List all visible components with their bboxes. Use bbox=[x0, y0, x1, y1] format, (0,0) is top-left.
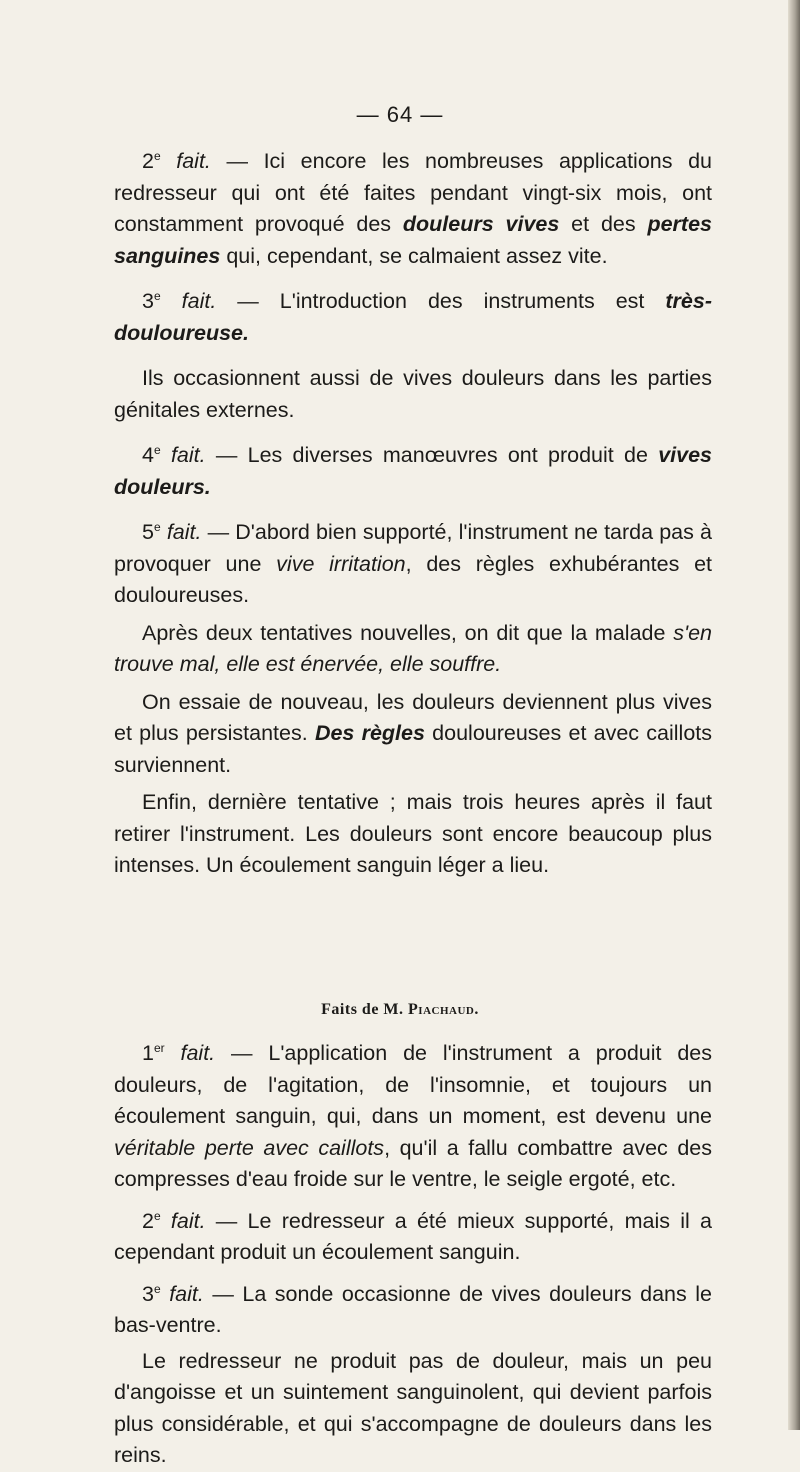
paragraph-text: Ils occasionnent aussi de vives douleurs dans les parties génitales externes. bbox=[114, 366, 712, 422]
paragraph-text: — Le redresseur a été mieux supporté, mais il a cependant produit un écoulement sanguin. bbox=[114, 1208, 712, 1264]
paragraph-fait-5 bbox=[114, 517, 712, 612]
emphasis-text: vive irritation bbox=[276, 551, 406, 576]
fait-number: 4 bbox=[142, 443, 154, 467]
emphasis-text: s'en trouve mal, elle est énervée, elle souffre. bbox=[114, 620, 712, 676]
paragraph-enfin bbox=[114, 787, 712, 882]
emphasis-text: Des règles bbox=[314, 721, 425, 745]
emphasis-text: vives douleurs. bbox=[114, 443, 712, 499]
emphasis-text: très-douloureuse. bbox=[114, 289, 712, 345]
heading-name: M. Piachaud. bbox=[383, 1001, 479, 1018]
paragraph-fait-4 bbox=[114, 440, 712, 503]
fait-label: fait. bbox=[180, 1041, 216, 1065]
text-block-upper bbox=[114, 146, 712, 882]
fait-label: fait. bbox=[181, 289, 217, 313]
section-heading bbox=[0, 1001, 800, 1019]
paragraph-genitales bbox=[114, 363, 712, 426]
paragraph-fait-3 bbox=[114, 286, 712, 349]
paragraph-tentatives bbox=[114, 618, 712, 681]
fait-ordinal: e bbox=[153, 520, 161, 534]
paragraph-text: et des bbox=[559, 212, 648, 236]
paragraph-text: — L'application de l'instrument a produit des douleurs, de l'agitation, de l'insomnie, et toujours un écoulement sanguin, qui, dans un moment, est devenu une bbox=[114, 1041, 712, 1128]
fait-number: 3 bbox=[142, 1281, 154, 1306]
fait-ordinal: er bbox=[153, 1041, 165, 1055]
fait-ordinal: e bbox=[153, 289, 161, 303]
fait-ordinal: e bbox=[153, 1208, 161, 1223]
paragraph-text: On essaie de nouveau, les douleurs deviennent plus vives et plus persistantes. bbox=[114, 689, 712, 745]
fait-label: fait. bbox=[170, 1208, 206, 1233]
paragraph-fait-3-piachaud bbox=[114, 1279, 712, 1342]
paragraph-text: douloureuses et avec caillots surviennent. bbox=[114, 721, 712, 777]
paragraph-text: — D'abord bien supporté, l'instrument ne tarda pas à provoquer une bbox=[114, 520, 712, 576]
paragraph-text: Après deux tentatives nouvelles, on dit que la malade bbox=[142, 620, 674, 645]
paragraph-text: , qu'il a fallu combattre avec des compresses d'eau froide sur le ventre, le seigle ergoté, etc. bbox=[114, 1135, 712, 1191]
fait-ordinal: e bbox=[153, 149, 161, 163]
paragraph-redresseur bbox=[114, 1346, 712, 1472]
text-block-lower bbox=[114, 1038, 712, 1472]
fait-label: fait. bbox=[169, 1281, 204, 1306]
fait-ordinal: e bbox=[153, 443, 161, 457]
paragraph-text: — Les diverses manœuvres ont produit de bbox=[205, 443, 659, 467]
fait-number: 2 bbox=[142, 1208, 154, 1233]
fait-number: 5 bbox=[142, 520, 154, 544]
fait-label: fait. bbox=[170, 443, 206, 467]
paragraph-text: Enfin, dernière tentative ; mais trois heures après il faut retirer l'instrument. Les douleurs sont encore beaucoup plus intenses. Un écoulement sanguin léger a lieu. bbox=[114, 790, 712, 877]
paragraph-text: , des règles exhubérantes et douloureuses. bbox=[114, 551, 712, 607]
paragraph-text: Le redresseur ne produit pas de douleur, mais un peu d'angoisse et un suintement sanguinolent, qui devient parfois plus considérable, et qui s'accompagne de douleurs dans les reins. bbox=[114, 1348, 712, 1467]
paragraph-fait-2 bbox=[114, 146, 712, 272]
paragraph-text: qui, cependant, se calmaient assez vite. bbox=[220, 243, 608, 268]
emphasis-text: pertes sanguines bbox=[114, 212, 712, 268]
fait-label: fait. bbox=[166, 520, 202, 544]
paragraph-text: — La sonde occasionne de vives douleurs dans le bas-ventre. bbox=[114, 1281, 712, 1337]
paragraph-text: — Ici encore les nombreuses applications du redresseur qui ont été faites pendant vingt-six mois, ont constamment provoqué des bbox=[114, 149, 712, 236]
page-number: — 64 — bbox=[356, 102, 444, 127]
emphasis-text: véritable perte avec caillots bbox=[114, 1135, 385, 1160]
fait-number: 2 bbox=[142, 149, 154, 173]
emphasis-text: douleurs vives bbox=[402, 212, 560, 236]
page-edge-shadow bbox=[788, 0, 800, 1430]
fait-label: fait. bbox=[176, 149, 211, 173]
paragraph-essaie bbox=[114, 687, 712, 782]
paragraph-text: — L'introduction des instruments est bbox=[216, 289, 666, 313]
fait-number: 3 bbox=[142, 289, 154, 313]
fait-ordinal: e bbox=[153, 1281, 161, 1296]
fait-number: 1 bbox=[142, 1041, 154, 1065]
paragraph-fait-1-piachaud bbox=[114, 1038, 712, 1196]
paragraph-fait-2-piachaud bbox=[114, 1206, 712, 1269]
heading-prefix: Faits de bbox=[321, 1001, 379, 1018]
